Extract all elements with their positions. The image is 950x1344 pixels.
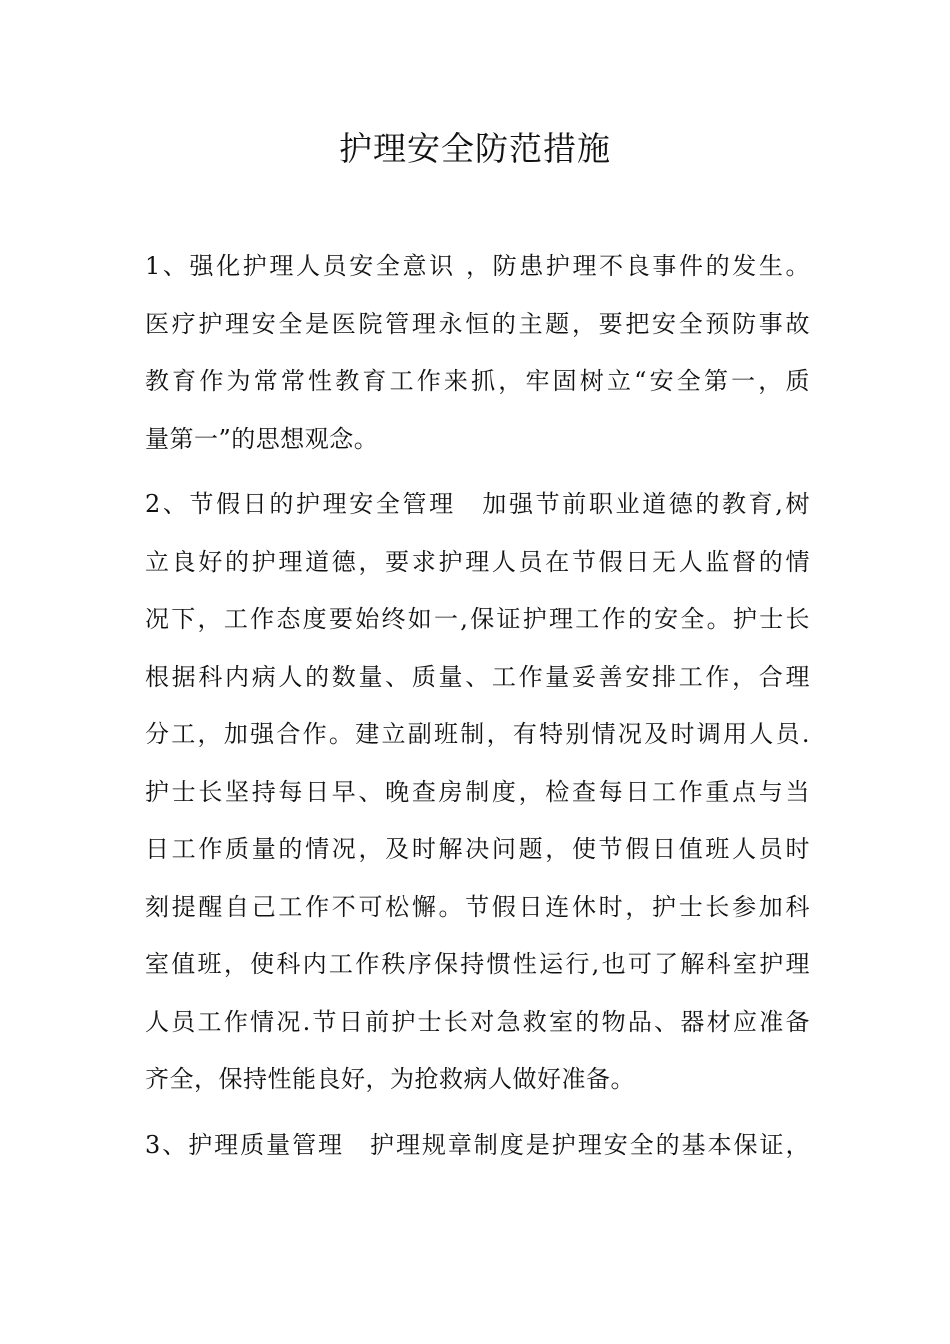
paragraph-gap	[145, 1109, 810, 1117]
text-line: 医疗护理安全是医院管理永恒的主题，要把安全预防事故	[145, 309, 810, 338]
text-line: 分工，加强合作。建立副班制，有特别情况及时调用人员.	[145, 720, 810, 748]
text-line: 刻提醒自己工作不可松懈。节假日连休时，护士长参加科	[145, 892, 810, 921]
text-line: 日工作质量的情况，及时解决问题，使节假日值班人员时	[145, 835, 810, 863]
text-line: 室值班，使科内工作秩序保持惯性运行,也可了解科室护理	[145, 950, 810, 978]
text-line: 护士长坚持每日早、晚查房制度，检查每日工作重点与当	[145, 777, 810, 806]
text-line: 根据科内病人的数量、质量、工作量妥善安排工作，合理	[145, 662, 810, 691]
text-line: 教育作为常常性教育工作来抓，牢固树立“安全第一，质	[145, 367, 810, 395]
text-line: 立良好的护理道德，要求护理人员在节假日无人监督的情	[145, 547, 810, 576]
page-title: 护理安全防范措施	[339, 129, 611, 168]
text-line: 齐全，保持性能良好，为抢救病人做好准备。	[145, 1065, 635, 1093]
paragraph-gap	[145, 468, 810, 476]
paragraph-2	[145, 476, 810, 1109]
paragraph-3	[145, 1117, 810, 1175]
text-line: 量第一”的思想观念。	[145, 424, 379, 453]
text-line: 3、护理质量管理 护理规章制度是护理安全的基本保证，	[145, 1130, 810, 1159]
document-body	[145, 238, 810, 1174]
paragraph-1	[145, 238, 810, 468]
text-line: 2、节假日的护理安全管理 加强节前职业道德的教育,树	[145, 490, 810, 518]
text-line: 人员工作情况.节日前护士长对急救室的物品、器材应准备	[145, 1007, 810, 1036]
text-line: 1、强化护理人员安全意识 ，防患护理不良事件的发生。	[145, 252, 810, 280]
text-line: 况下，工作态度要始终如一,保证护理工作的安全。护士长	[145, 605, 810, 633]
